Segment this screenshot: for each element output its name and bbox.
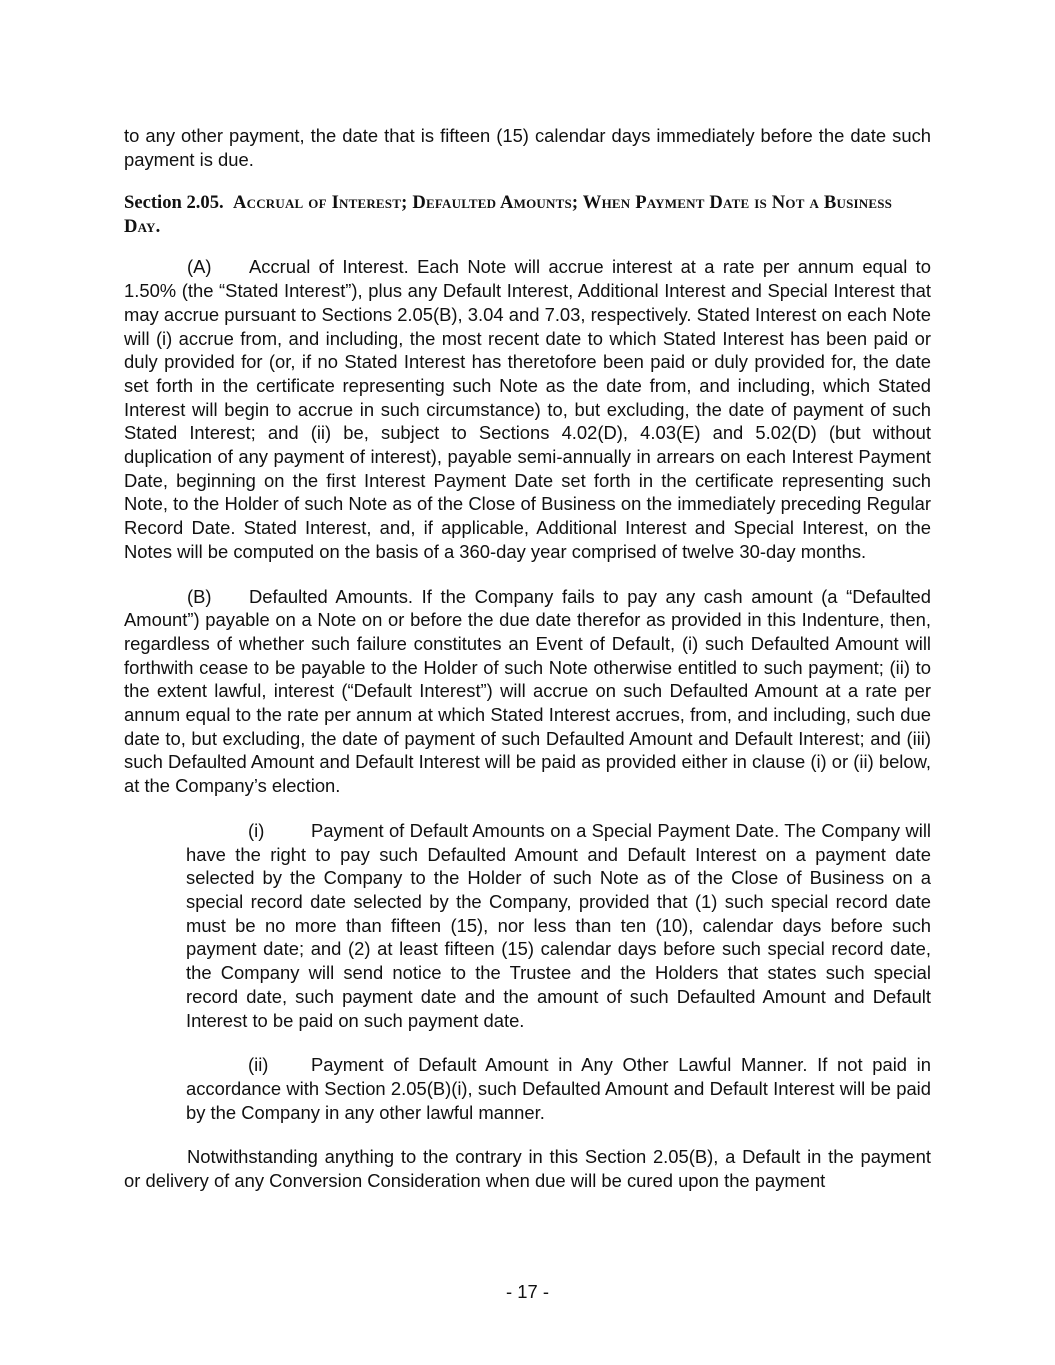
paragraph-b-ii-text: Payment of Default Amount in Any Other Lawful Manner. If not paid in accordance with Section 2.05(B)(i), such Defaulted Amount and Default Interest will be paid by the Company in any other lawful manner.: [186, 1054, 931, 1123]
paragraph-b: [124, 585, 931, 798]
paragraph-a-text: Accrual of Interest. Each Note will accrue interest at a rate per annum equal to 1.50% (the “Stated Interest”), plus any Default Interest, Additional Interest and Special Interest that may accrue pursuant to Sections 2.05(B), 3.04 and 7.03, respectively. Stated Interest on each Note will (i) accrue from, and including, the most recent date to which Stated Interest has been paid or duly provided for (or, if no Stated Interest has theretofore been paid or duly provided for, the date set forth in the certificate representing such Note as the date from, and including, which Stated Interest will begin to accrue in such circumstance) to, but excluding, the date of payment of such Stated Interest; and (ii) be, subject to Sections 4.02(D), 4.03(E) and 5.02(D) (but without duplication of any payment of interest), payable semi-annually in arrears on each Interest Payment Date, beginning on the first Interest Payment Date set forth in the certificate representing such Note, to the Holder of such Note as of the Close of Business on the immediately preceding Regular Record Date. Stated Interest, and, if applicable, Additional Interest and Special Interest, on the Notes will be computed on the basis of a 360-day year comprised of twelve 30-day months.: [124, 256, 931, 562]
continuation-paragraph: to any other payment, the date that is fifteen (15) calendar days immediately before the date such payment is due.: [124, 125, 931, 170]
paragraph-b-label: (B): [187, 585, 212, 607]
paragraph-b-ii: [186, 1053, 931, 1124]
paragraph-b-text: Defaulted Amounts. If the Company fails to pay any cash amount (a “Defaulted Amount”) payable on a Note on or before the due date therefor as provided in this Indenture, then, regardless of whether such failure constitutes an Event of Default, (i) such Defaulted Amount will forthwith cease to be payable to the Holder of such Note otherwise entitled to such payment; (ii) to the extent lawful, interest (“Default Interest”) will accrue on such Defaulted Amount at a rate per annum equal to the rate per annum at which Stated Interest accrues, from, and including, such due date to, but excluding, the date of payment of such Defaulted Amount and Default Interest; and (iii) such Defaulted Amount and Default Interest will be paid as provided either in clause (i) or (ii) below, at the Company’s election.: [124, 585, 931, 797]
paragraph-b-ii-label: (ii): [248, 1054, 269, 1076]
paragraph-a: [124, 255, 931, 563]
section-heading: [124, 191, 931, 239]
paragraph-b-i-text: Payment of Default Amounts on a Special Payment Date. The Company will have the right to pay such Defaulted Amount and Default Interest on a payment date selected by the Company to the Holder of such Note as of the Close of Business on a special record date selected by the Company, provided that (1) such special record date must be no more than fifteen (15), nor less than ten (10), calendar days before such payment date; and (2) at least fifteen (15) calendar days before such special record date, the Company will send notice to the Trustee and the Holders that states such special record date, such payment date and the amount of such Defaulted Amount and Default Interest to be paid on such payment date.: [186, 819, 931, 1031]
paragraph-b-i: [186, 819, 931, 1032]
paragraph-a-label: (A): [187, 256, 212, 278]
paragraph-b-i-label: (i): [248, 819, 265, 841]
closing-paragraph: Notwithstanding anything to the contrary in this Section 2.05(B), a Default in the payment or delivery of any Conversion Consideration when due will be cured upon the payment: [124, 1146, 931, 1192]
section-title: Accrual of Interest; Defaulted Amounts; When Payment Date is Not a Business Day.: [124, 192, 893, 238]
page-number: - 17 -: [506, 1281, 549, 1302]
section-number: Section 2.05.: [124, 192, 224, 214]
document-page: [124, 124, 931, 1193]
